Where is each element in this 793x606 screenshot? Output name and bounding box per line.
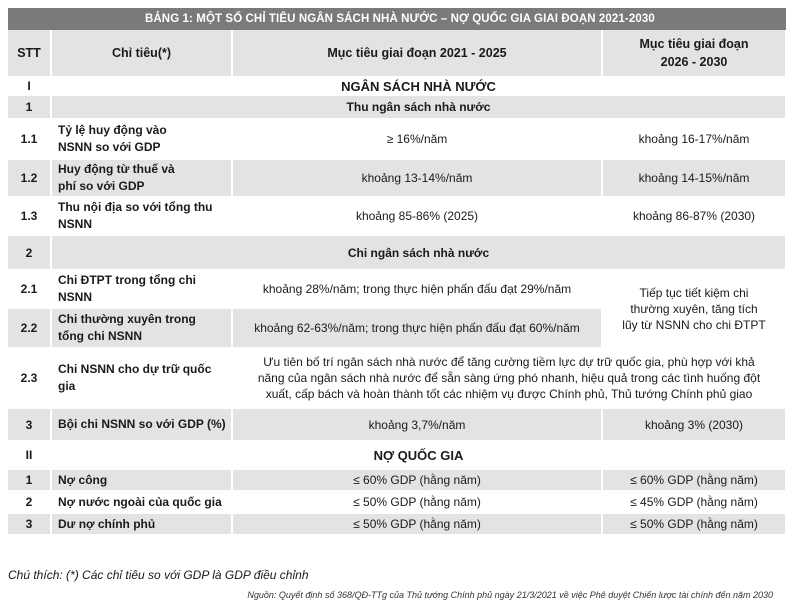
row-label-line2: NSNN so với GDP xyxy=(58,140,161,154)
row-label xyxy=(51,159,232,197)
subsection-stt: 2 xyxy=(8,235,51,270)
row-stt: 2.3 xyxy=(8,348,51,408)
row-stt: 3 xyxy=(8,513,51,535)
row-target-2025: ≤ 60% GDP (hằng năm) xyxy=(232,469,602,491)
section-label: NGÂN SÁCH NHÀ NƯỚC xyxy=(51,77,786,95)
header-row xyxy=(8,30,786,77)
subsection-row xyxy=(8,95,786,119)
row-target-2025: khoảng 13-14%/năm xyxy=(232,159,602,197)
row-merged-target xyxy=(232,348,786,408)
row-target-2025: khoảng 62-63%/năm; trong thực hiện phấn đấu đạt 60%/năm xyxy=(232,308,602,348)
row-label-line1: Tỷ lệ huy động vào xyxy=(58,123,167,137)
merged-target-2030 xyxy=(602,270,786,348)
header-stt: STT xyxy=(8,30,51,77)
table-row xyxy=(8,491,786,513)
row-merged-line2: năng của ngân sách nhà nước để sẵn sàng ứng phó nhanh, hiệu quả trong các tình huống đột xyxy=(257,371,761,385)
row-label-line1: Huy động từ thuế và xyxy=(58,162,175,176)
table-row xyxy=(8,513,786,535)
row-label: Bội chi NSNN so với GDP (%) xyxy=(51,408,232,441)
subsection-stt: 1 xyxy=(8,95,51,119)
row-label xyxy=(51,308,232,348)
section-stt: I xyxy=(8,77,51,95)
table-row xyxy=(8,469,786,491)
row-target-2025: ≥ 16%/năm xyxy=(232,119,602,159)
row-stt: 2.1 xyxy=(8,270,51,308)
table-row xyxy=(8,159,786,197)
row-stt: 1.3 xyxy=(8,197,51,235)
merged-line2: thường xuyên, tăng tích xyxy=(630,302,758,316)
row-stt: 2 xyxy=(8,491,51,513)
row-label: Chi NSNN cho dự trữ quốc gia xyxy=(51,348,232,408)
row-target-2030: khoảng 3% (2030) xyxy=(602,408,786,441)
row-label xyxy=(51,119,232,159)
table-row xyxy=(8,348,786,408)
section-row xyxy=(8,441,786,469)
row-target-2030: ≤ 60% GDP (hằng năm) xyxy=(602,469,786,491)
merged-line3: lũy từ NSNN cho chi ĐTPT xyxy=(622,318,766,332)
subsection-label: Thu ngân sách nhà nước xyxy=(51,95,786,119)
source-citation: Nguồn: Quyết định số 368/QĐ-TTg của Thủ tướng Chính phủ ngày 21/3/2021 về việc Phê duyệt Chiến lược tài chính đến năm 2030 xyxy=(247,590,773,600)
row-target-2025: khoảng 3,7%/năm xyxy=(232,408,602,441)
subsection-label: Chi ngân sách nhà nước xyxy=(51,235,786,270)
section-label: NỢ QUỐC GIA xyxy=(51,441,786,469)
header-target-2030-line2: 2026 - 2030 xyxy=(660,55,728,69)
merged-line1: Tiếp tục tiết kiệm chi xyxy=(639,286,749,300)
row-label: Thu nội địa so với tổng thu NSNN xyxy=(51,197,232,235)
row-label: Nợ nước ngoài của quốc gia xyxy=(51,491,232,513)
section-row xyxy=(8,77,786,95)
budget-debt-table xyxy=(8,30,787,536)
table-row xyxy=(8,270,786,308)
row-label-line1: Chi thường xuyên trong xyxy=(58,312,196,326)
table-row xyxy=(8,408,786,441)
table-row xyxy=(8,119,786,159)
row-stt: 3 xyxy=(8,408,51,441)
subsection-row xyxy=(8,235,786,270)
row-target-2025: ≤ 50% GDP (hằng năm) xyxy=(232,491,602,513)
row-stt: 1.2 xyxy=(8,159,51,197)
row-label-line2: tổng chi NSNN xyxy=(58,329,142,343)
row-stt: 1 xyxy=(8,469,51,491)
header-target-2030 xyxy=(602,30,786,77)
row-target-2025: khoảng 28%/năm; trong thực hiện phấn đấu đạt 29%/năm xyxy=(232,270,602,308)
row-target-2030: khoảng 86-87% (2030) xyxy=(602,197,786,235)
header-indicator: Chỉ tiêu(*) xyxy=(51,30,232,77)
row-stt: 2.2 xyxy=(8,308,51,348)
row-label: Dư nợ chính phủ xyxy=(51,513,232,535)
row-target-2030: ≤ 50% GDP (hằng năm) xyxy=(602,513,786,535)
table-row xyxy=(8,197,786,235)
header-target-2030-line1: Mục tiêu giai đoạn xyxy=(639,37,749,51)
row-target-2030: khoảng 16-17%/năm xyxy=(602,119,786,159)
footnote: Chú thích: (*) Các chỉ tiêu so với GDP là GDP điều chỉnh xyxy=(8,568,309,582)
row-target-2030: ≤ 45% GDP (hằng năm) xyxy=(602,491,786,513)
row-label: Chi ĐTPT trong tổng chi NSNN xyxy=(51,270,232,308)
row-merged-line3: xuất, cấp bách và hoàn thành tốt các nhiệm vụ được Chính phủ, Thủ tướng Chính phủ giao xyxy=(265,387,753,401)
row-target-2025: ≤ 50% GDP (hằng năm) xyxy=(232,513,602,535)
row-label: Nợ công xyxy=(51,469,232,491)
section-stt: II xyxy=(8,441,51,469)
header-target-2025: Mục tiêu giai đoạn 2021 - 2025 xyxy=(232,30,602,77)
row-target-2030: khoảng 14-15%/năm xyxy=(602,159,786,197)
row-merged-line1: Ưu tiên bố trí ngân sách nhà nước để tăng cường tiềm lực dự trữ quốc gia, phù hợp với khả xyxy=(263,355,755,369)
row-stt: 1.1 xyxy=(8,119,51,159)
row-target-2025: khoảng 85-86% (2025) xyxy=(232,197,602,235)
table-title: BẢNG 1: MỘT SỐ CHỈ TIÊU NGÂN SÁCH NHÀ NƯỚC – NỢ QUỐC GIA GIAI ĐOẠN 2021-2030 xyxy=(8,8,786,30)
row-label-line2: phí so với GDP xyxy=(58,179,145,193)
